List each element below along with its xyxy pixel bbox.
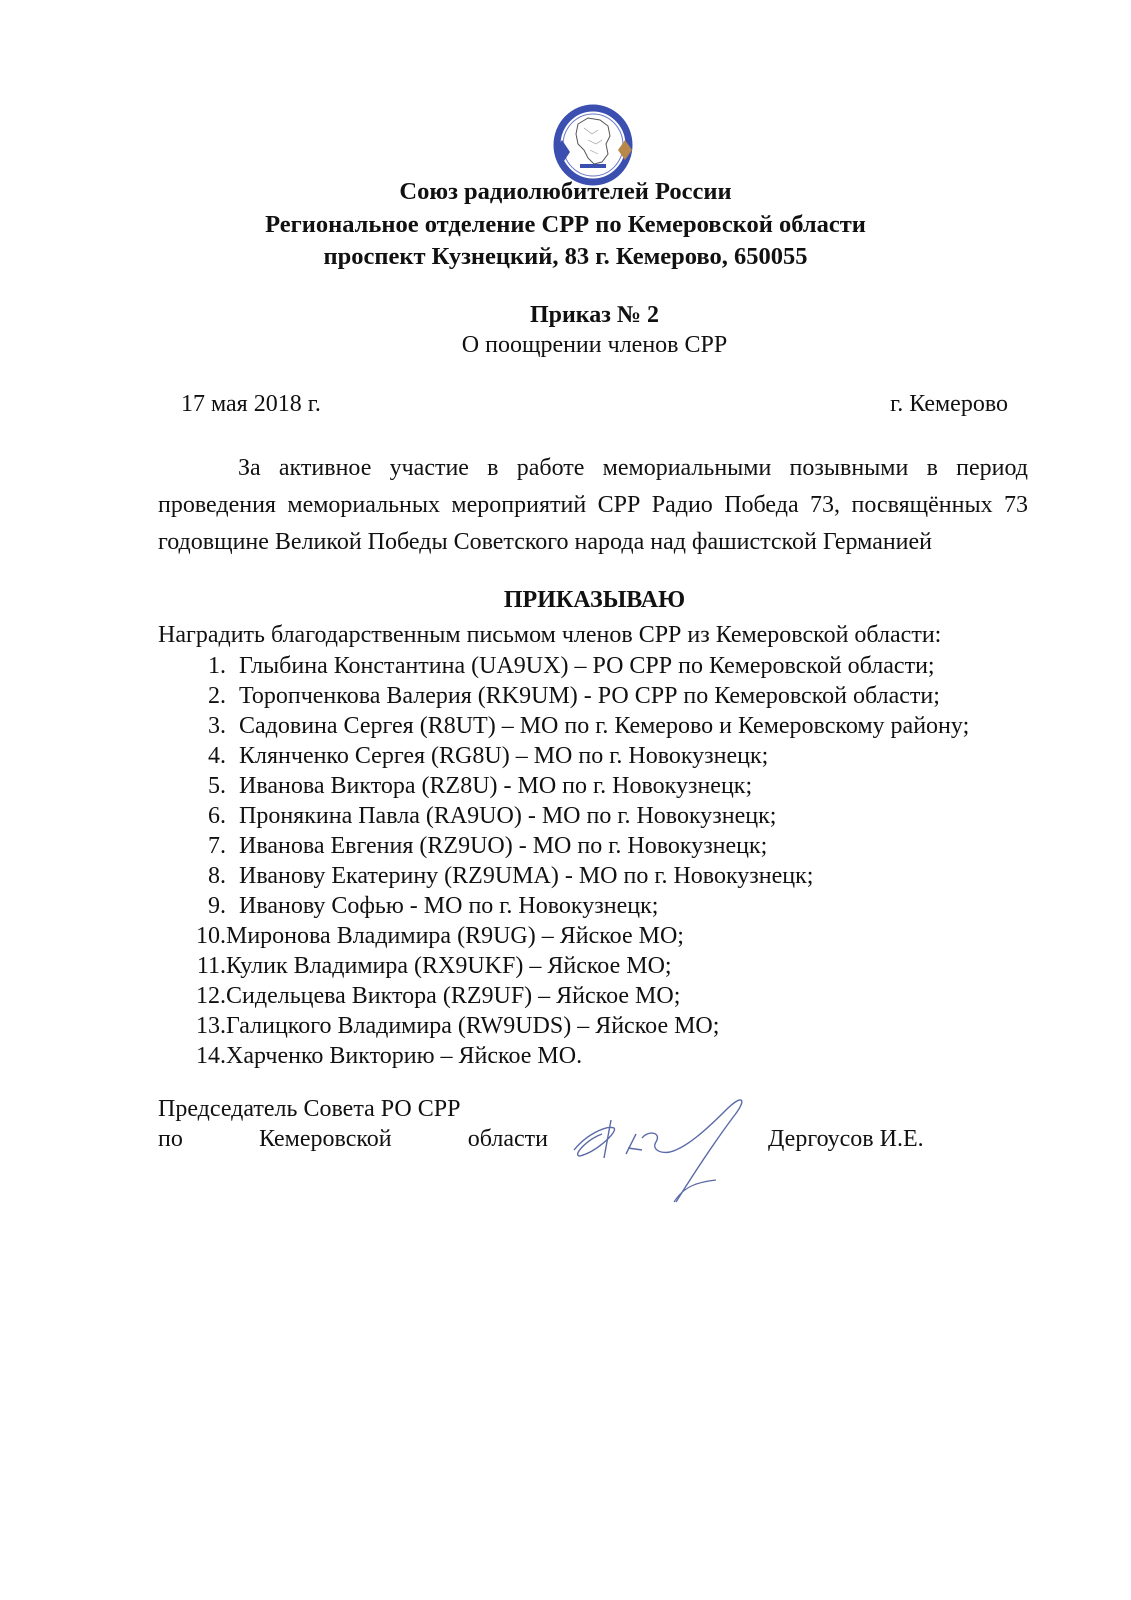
org-name: Союз радиолюбителей России	[399, 178, 732, 205]
item-text: Иванову Софью - МО по г. Новокузнецк;	[239, 893, 659, 919]
item-text: Кулик Владимира (RX9UKF) – Яйское МО;	[226, 953, 672, 979]
item-text: Торопченкова Валерия (RK9UM) - РО СРР по Кемеровской области;	[239, 683, 940, 709]
item-text: Иванову Екатерину (RZ9UMA) - МО по г. Новокузнецк;	[239, 863, 814, 889]
item-text: Сидельцева Виктора (RZ9UF) – Яйское МО;	[226, 983, 681, 1009]
item-number: 2.	[208, 683, 226, 709]
list-item	[158, 831, 969, 861]
item-number: 12.	[196, 983, 226, 1009]
item-number: 5.	[208, 773, 226, 799]
item-number: 1.	[208, 653, 226, 679]
list-item	[158, 681, 969, 711]
decree-heading: ПРИКАЗЫВАЮ	[503, 587, 686, 613]
list-item	[158, 921, 969, 951]
regional-branch: Региональное отделение СРР по Кемеровской области	[265, 211, 866, 238]
order-title: Приказ № 2	[529, 302, 660, 328]
signatory-position: Председатель Совета РО СРР	[158, 1096, 461, 1122]
organization-emblem-icon	[548, 104, 638, 186]
item-text: Галицкого Владимира (RW9UDS) – Яйское МО;	[226, 1013, 720, 1039]
list-item	[158, 741, 969, 771]
order-city: г. Кемерово	[890, 391, 1008, 417]
item-text: Клянченко Сергея (RG8U) – МО по г. Новокузнецк;	[239, 743, 769, 769]
item-text: Глыбина Константина (UA9UX) – РО СРР по Кемеровской области;	[239, 653, 935, 679]
item-number: 13.	[196, 1013, 226, 1039]
order-subject: О поощрении членов СРР	[461, 332, 728, 358]
item-number: 9.	[208, 893, 226, 919]
position-word: по	[158, 1126, 183, 1152]
list-item	[158, 891, 969, 921]
position-word: области	[467, 1126, 548, 1152]
list-item	[158, 951, 969, 981]
item-number: 14.	[196, 1043, 226, 1069]
address: проспект Кузнецкий, 83 г. Кемерово, 650055	[323, 243, 808, 270]
list-item	[158, 861, 969, 891]
item-number: 7.	[208, 833, 226, 859]
list-item	[158, 711, 969, 741]
item-text: Пронякина Павла (RA9UO) - МО по г. Новокузнецк;	[239, 803, 777, 829]
signatory-name: Дергоусов И.Е.	[768, 1126, 924, 1152]
item-text: Миронова Владимира (R9UG) – Яйское МО;	[226, 923, 684, 949]
preamble-paragraph: За активное участие в работе мемориальными позывными в период проведения мемориальных мероприятий СРР Радио Победа 73, посвящённых 73 годовщине Великой Победы Советского народа над фашистской Германией	[158, 455, 1028, 555]
signatory-position-line2	[158, 1126, 548, 1153]
item-number: 4.	[208, 743, 226, 769]
item-number: 11.	[196, 953, 226, 979]
list-item	[158, 801, 969, 831]
list-item	[158, 981, 969, 1011]
order-date: 17 мая 2018 г.	[181, 391, 321, 417]
award-intro: Наградить благодарственным письмом членов СРР из Кемеровской области:	[158, 622, 942, 648]
item-text: Садовина Сергея (R8UT) – МО по г. Кемерово и Кемеровскому району;	[239, 713, 970, 739]
list-item	[158, 1041, 969, 1071]
item-number: 3.	[208, 713, 226, 739]
position-word: Кемеровской	[258, 1126, 392, 1152]
item-text: Иванова Виктора (RZ8U) - МО по г. Новокузнецк;	[239, 773, 753, 799]
item-text: Иванова Евгения (RZ9UO) - МО по г. Новокузнецк;	[239, 833, 768, 859]
handwritten-signature-icon	[566, 1090, 756, 1210]
item-number: 8.	[208, 863, 226, 889]
item-number: 6.	[208, 803, 226, 829]
list-item	[158, 1011, 969, 1041]
item-text: Харченко Викторию – Яйское МО.	[226, 1043, 583, 1069]
list-item	[158, 771, 969, 801]
list-item	[158, 651, 969, 681]
recipients-list	[158, 651, 969, 1071]
item-number: 10.	[196, 923, 226, 949]
